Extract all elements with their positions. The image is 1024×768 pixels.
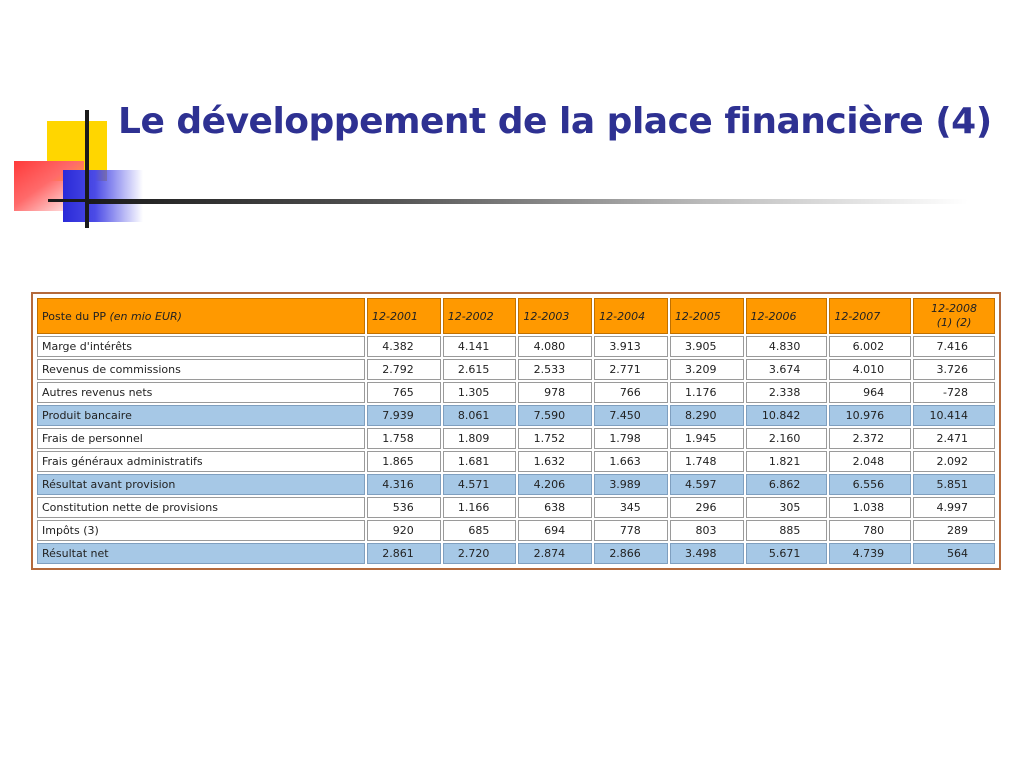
value-cell: 2.874 (518, 543, 592, 564)
value-cell: 1.758 (367, 428, 441, 449)
value-cell: 6.556 (829, 474, 911, 495)
value-cell: 765 (367, 382, 441, 403)
header-year-cell-last (913, 298, 995, 334)
header-year-cell: 12-2001 (367, 298, 441, 334)
value-cell: 885 (746, 520, 828, 541)
value-cell: 7.939 (367, 405, 441, 426)
table-row (37, 428, 995, 449)
value-cell: 1.945 (670, 428, 744, 449)
value-cell: 694 (518, 520, 592, 541)
value-cell: 4.997 (913, 497, 995, 518)
value-cell: 803 (670, 520, 744, 541)
value-cell: 1.681 (443, 451, 517, 472)
financial-table-frame (31, 292, 1001, 570)
header-last-line2: (1) (2) (936, 316, 972, 329)
value-cell: 305 (746, 497, 828, 518)
value-cell: 3.674 (746, 359, 828, 380)
value-cell: 638 (518, 497, 592, 518)
value-cell: 4.382 (367, 336, 441, 357)
value-cell: 3.726 (913, 359, 995, 380)
table-row (37, 359, 995, 380)
row-label-cell: Revenus de commissions (37, 359, 365, 380)
value-cell: 4.141 (443, 336, 517, 357)
value-cell: 920 (367, 520, 441, 541)
header-year-cell: 12-2007 (829, 298, 911, 334)
value-cell: 685 (443, 520, 517, 541)
value-cell: 8.290 (670, 405, 744, 426)
value-cell: 1.752 (518, 428, 592, 449)
value-cell: 1.166 (443, 497, 517, 518)
value-cell: 2.615 (443, 359, 517, 380)
blue-square-shape (63, 170, 143, 222)
value-cell: 1.632 (518, 451, 592, 472)
value-cell: 7.450 (594, 405, 668, 426)
value-cell: 1.305 (443, 382, 517, 403)
header-label-main: Poste du PP (42, 309, 110, 323)
value-cell: 5.671 (746, 543, 828, 564)
value-cell: 5.851 (913, 474, 995, 495)
value-cell: 7.590 (518, 405, 592, 426)
value-cell: 2.372 (829, 428, 911, 449)
row-label-cell: Impôts (3) (37, 520, 365, 541)
value-cell: 964 (829, 382, 911, 403)
table-row (37, 382, 995, 403)
value-cell: 4.316 (367, 474, 441, 495)
value-cell: 1.821 (746, 451, 828, 472)
value-cell: 2.861 (367, 543, 441, 564)
value-cell: 2.792 (367, 359, 441, 380)
financial-table (35, 296, 997, 566)
row-label-cell: Constitution nette de provisions (37, 497, 365, 518)
value-cell: 4.080 (518, 336, 592, 357)
value-cell: 2.771 (594, 359, 668, 380)
value-cell: -728 (913, 382, 995, 403)
value-cell: 564 (913, 543, 995, 564)
value-cell: 4.571 (443, 474, 517, 495)
table-row (37, 543, 995, 564)
value-cell: 1.865 (367, 451, 441, 472)
value-cell: 4.206 (518, 474, 592, 495)
value-cell: 780 (829, 520, 911, 541)
table-row (37, 497, 995, 518)
value-cell: 296 (670, 497, 744, 518)
header-label-unit: (en mio EUR) (109, 309, 182, 323)
value-cell: 1.798 (594, 428, 668, 449)
value-cell: 6.862 (746, 474, 828, 495)
header-last-line1: 12-2008 (931, 302, 978, 315)
value-cell: 2.338 (746, 382, 828, 403)
value-cell: 10.414 (913, 405, 995, 426)
value-cell: 2.720 (443, 543, 517, 564)
row-label-cell: Frais de personnel (37, 428, 365, 449)
row-label-cell: Frais généraux administratifs (37, 451, 365, 472)
title-underline-rule (88, 199, 968, 204)
vertical-rule (85, 110, 89, 228)
value-cell: 3.913 (594, 336, 668, 357)
row-label-cell: Résultat avant provision (37, 474, 365, 495)
value-cell: 536 (367, 497, 441, 518)
header-year-cell: 12-2004 (594, 298, 668, 334)
row-label-cell: Autres revenus nets (37, 382, 365, 403)
value-cell: 1.176 (670, 382, 744, 403)
row-label-cell: Résultat net (37, 543, 365, 564)
value-cell: 1.809 (443, 428, 517, 449)
value-cell: 8.061 (443, 405, 517, 426)
slide-title: Le développement de la place financière (4) (118, 101, 992, 142)
value-cell: 2.048 (829, 451, 911, 472)
value-cell: 1.663 (594, 451, 668, 472)
value-cell: 778 (594, 520, 668, 541)
value-cell: 1.748 (670, 451, 744, 472)
table-row (37, 520, 995, 541)
value-cell: 6.002 (829, 336, 911, 357)
value-cell: 2.533 (518, 359, 592, 380)
value-cell: 345 (594, 497, 668, 518)
value-cell: 4.739 (829, 543, 911, 564)
header-year-cell: 12-2002 (443, 298, 517, 334)
table-row (37, 405, 995, 426)
value-cell: 3.209 (670, 359, 744, 380)
value-cell: 2.471 (913, 428, 995, 449)
value-cell: 2.092 (913, 451, 995, 472)
row-label-cell: Marge d'intérêts (37, 336, 365, 357)
header-year-cell: 12-2003 (518, 298, 592, 334)
value-cell: 4.597 (670, 474, 744, 495)
value-cell: 4.010 (829, 359, 911, 380)
value-cell: 3.989 (594, 474, 668, 495)
value-cell: 7.416 (913, 336, 995, 357)
row-label-cell: Produit bancaire (37, 405, 365, 426)
value-cell: 978 (518, 382, 592, 403)
table-row (37, 474, 995, 495)
header-year-cell: 12-2006 (746, 298, 828, 334)
value-cell: 10.976 (829, 405, 911, 426)
value-cell: 766 (594, 382, 668, 403)
value-cell: 4.830 (746, 336, 828, 357)
value-cell: 2.160 (746, 428, 828, 449)
header-year-cell: 12-2005 (670, 298, 744, 334)
header-label-cell (37, 298, 365, 334)
value-cell: 1.038 (829, 497, 911, 518)
value-cell: 289 (913, 520, 995, 541)
value-cell: 3.498 (670, 543, 744, 564)
table-row (37, 451, 995, 472)
table-header-row (37, 298, 995, 334)
value-cell: 10.842 (746, 405, 828, 426)
value-cell: 2.866 (594, 543, 668, 564)
table-row (37, 336, 995, 357)
value-cell: 3.905 (670, 336, 744, 357)
